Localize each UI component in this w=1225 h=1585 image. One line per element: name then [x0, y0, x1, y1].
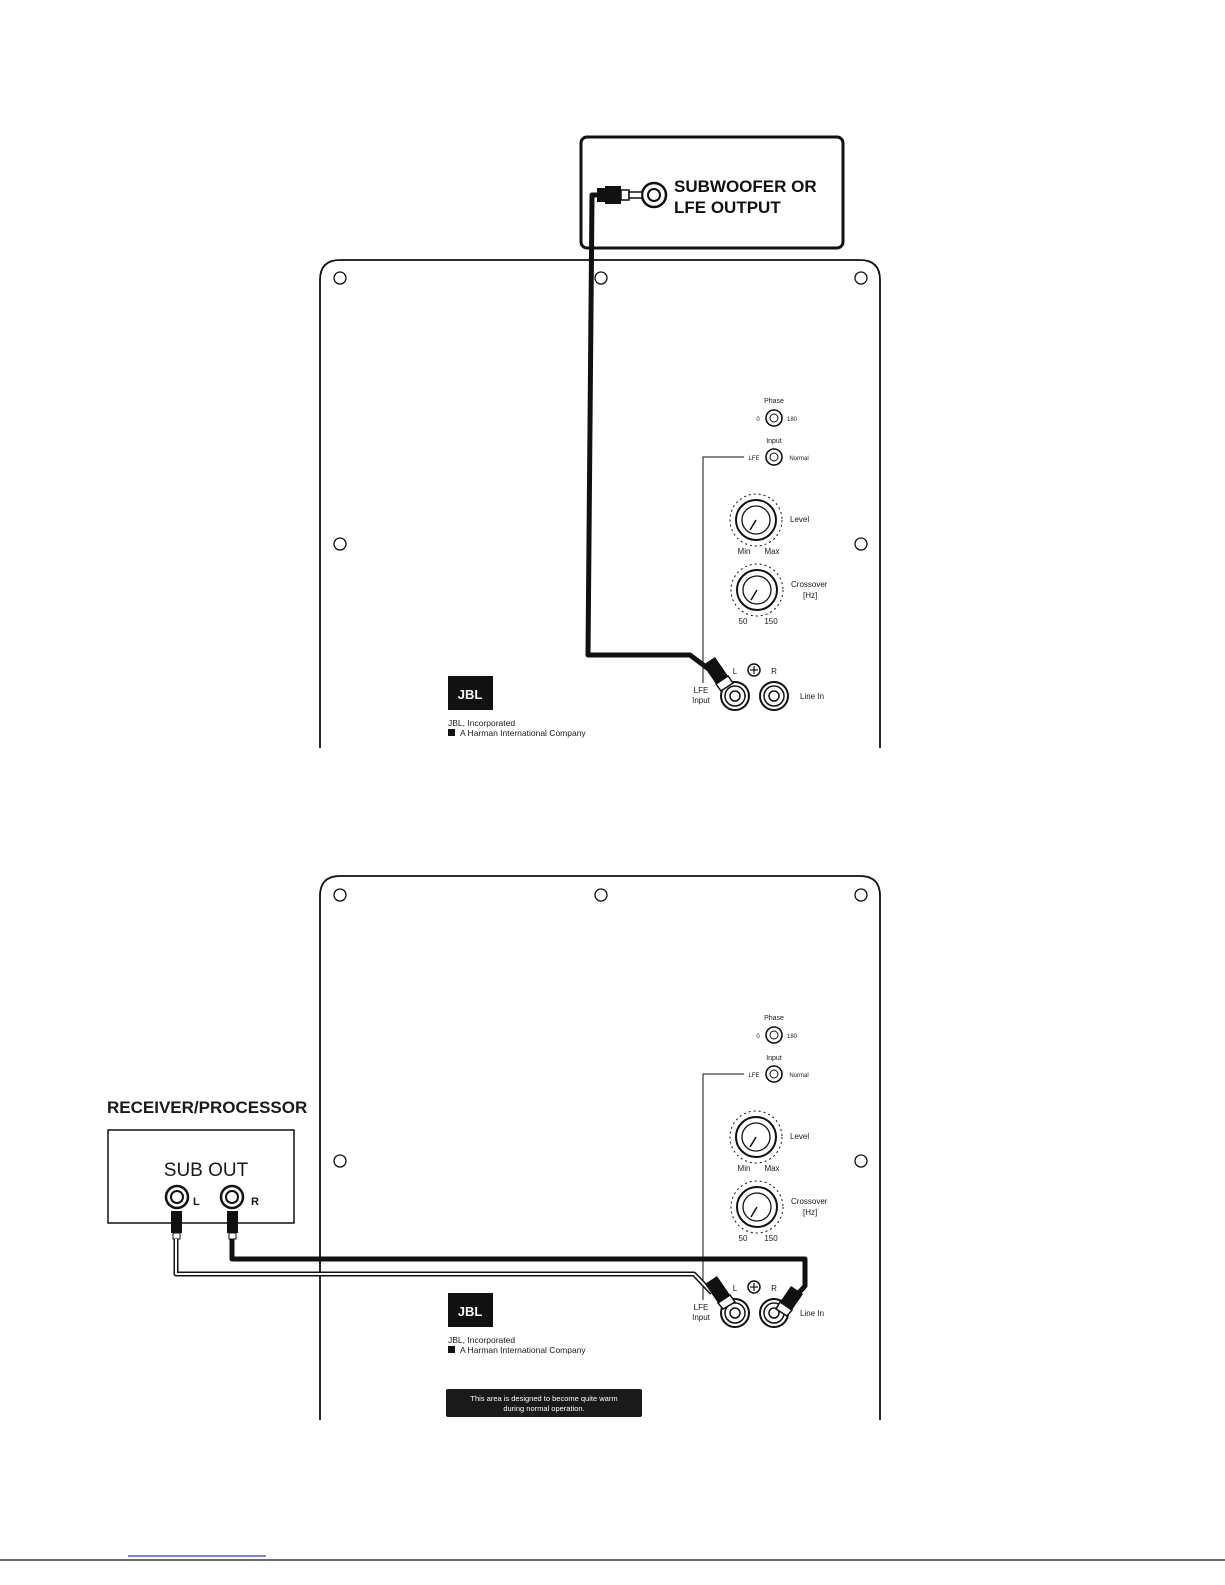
input-normal-label: Normal: [789, 456, 809, 462]
crossover-150-label: 150: [764, 1234, 778, 1243]
crossover-50-label: 50: [738, 1234, 748, 1243]
level-label: Level: [790, 515, 810, 524]
crossover-150-label: 150: [764, 617, 778, 626]
crossover-50-label: 50: [738, 617, 748, 626]
lfe-cable: [588, 195, 710, 670]
warning-line2: during normal operation.: [503, 1404, 585, 1413]
sub-out-r-jack: [221, 1186, 243, 1208]
lfe-input-label-line1: LFE: [693, 686, 709, 695]
sub-out-r-label: R: [251, 1196, 259, 1208]
jbl-logo: [448, 676, 493, 710]
top-diagram: [320, 137, 880, 748]
phase-180-label: 180: [786, 1034, 798, 1040]
bottom-diagram: [107, 876, 880, 1420]
screw-hole: [855, 889, 867, 901]
warning-line1: This area is designed to become quite warm: [470, 1394, 618, 1403]
input-normal-label: Normal: [789, 1073, 809, 1079]
level-knob: [730, 1111, 809, 1173]
jack-r-label: R: [771, 1284, 777, 1293]
l-cable: [176, 1239, 712, 1293]
lfe-input-label-line2: Input: [692, 696, 710, 705]
crossover-knob: [731, 564, 828, 626]
receiver-title: RECEIVER/PROCESSOR: [107, 1098, 308, 1117]
company-line1: JBL, Incorporated: [448, 1335, 516, 1345]
sub-out-l-label: L: [193, 1196, 200, 1208]
lfe-guide-line: [703, 457, 744, 683]
rca-jack-icon: [642, 183, 666, 207]
phase-switch: [756, 398, 797, 426]
level-label: Level: [790, 1132, 810, 1141]
line-in-label: Line In: [800, 1309, 825, 1318]
source-box-line2: LFE OUTPUT: [674, 198, 781, 217]
crossover-label: Crossover: [791, 580, 828, 589]
jbl-logo-text: JBL: [457, 1304, 483, 1319]
source-box-line1: SUBWOOFER OR: [674, 177, 817, 196]
level-knob: [730, 494, 809, 556]
input-switch: [748, 438, 808, 465]
phase-label: Phase: [764, 1015, 784, 1022]
company-line2: A Harman International Company: [460, 1345, 586, 1355]
level-min-label: Min: [737, 1164, 751, 1173]
harman-logo-icon: [448, 729, 455, 736]
ground-screw-icon: [748, 1281, 760, 1293]
phase-0-label: 0: [756, 1034, 760, 1040]
l-plug-icon: [171, 1211, 182, 1233]
input-label: Input: [766, 438, 782, 445]
lfe-input-label-line2: Input: [692, 1313, 710, 1322]
company-line2: A Harman International Company: [460, 728, 586, 738]
r-plug-icon: [227, 1211, 238, 1233]
screw-hole: [855, 272, 867, 284]
phase-180-label: 180: [786, 417, 798, 423]
jbl-logo: [448, 1293, 493, 1327]
crossover-unit-label: [Hz]: [803, 591, 818, 600]
jbl-logo-text: JBL: [457, 687, 483, 702]
screw-hole: [334, 272, 346, 284]
sub-out-l-jack: [166, 1186, 188, 1208]
amp-panel-outline: [320, 876, 880, 1420]
level-min-label: Min: [737, 547, 751, 556]
screw-hole: [334, 1155, 346, 1167]
screw-hole: [595, 272, 607, 284]
line-in-label: Line In: [800, 692, 825, 701]
crossover-label: Crossover: [791, 1197, 828, 1206]
line-in-jack: [760, 682, 788, 710]
input-lfe-label: LFE: [748, 1073, 760, 1079]
jack-r-label: R: [771, 667, 777, 676]
crossover-unit-label: [Hz]: [803, 1208, 818, 1217]
level-max-label: Max: [764, 1164, 780, 1173]
screw-hole: [334, 889, 346, 901]
company-line1: JBL, Incorporated: [448, 718, 516, 728]
normal-guide-line: [703, 1074, 744, 1300]
crossover-knob: [731, 1181, 828, 1243]
screw-hole: [334, 538, 346, 550]
input-switch: [748, 1055, 808, 1082]
amp-panel-outline: [320, 260, 880, 748]
screw-hole: [855, 538, 867, 550]
lfe-input-label-line1: LFE: [693, 1303, 709, 1312]
screw-hole: [855, 1155, 867, 1167]
sub-out-label: SUB OUT: [163, 1160, 249, 1181]
phase-0-label: 0: [756, 417, 760, 423]
jack-l-label: L: [732, 1284, 738, 1293]
phase-switch: [756, 1015, 797, 1043]
screw-hole: [595, 889, 607, 901]
ground-screw-icon: [748, 664, 760, 676]
jack-l-label: L: [732, 667, 738, 676]
harman-logo-icon: [448, 1346, 455, 1353]
level-max-label: Max: [764, 547, 780, 556]
input-lfe-label: LFE: [748, 456, 760, 462]
phase-label: Phase: [764, 398, 784, 405]
input-label: Input: [766, 1055, 782, 1062]
